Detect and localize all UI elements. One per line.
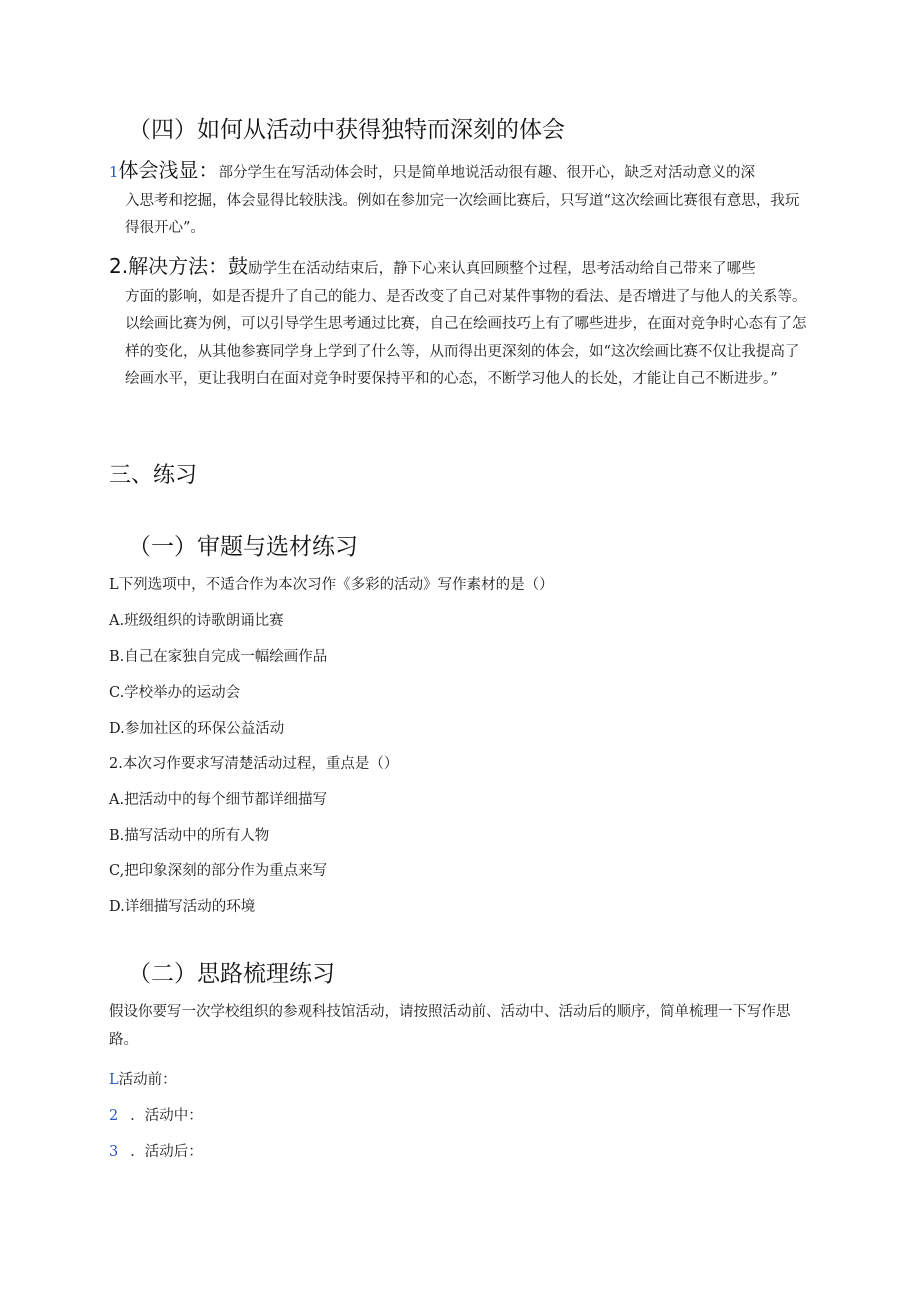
- step-after: [109, 1140, 203, 1161]
- step-during-label: ．活动中：: [130, 1108, 203, 1124]
- section4-heading: （四）如何从活动中获得独特而深刻的体会: [128, 117, 565, 143]
- practice1-heading: （一）审题与选材练习: [128, 534, 358, 560]
- item1-number: 1: [109, 163, 119, 181]
- item2-lead: 解决方法：鼓: [128, 254, 249, 278]
- step-after-number: 3: [109, 1144, 119, 1160]
- step-during: [109, 1104, 203, 1125]
- q2-option-a: A.把活动中的每个细节都详细描写: [109, 792, 328, 808]
- q1-option-d: D.参加社区的环保公益活动: [109, 721, 285, 737]
- item2-text-rest: 方面的影响，如是否提升了自己的能力、是否改变了自己对某件事物的看法、是否增进了与他人的关系等。以绘画比赛为例，可以引导学生思考通过比赛，自己在绘画技巧上有了哪些进步，在面对竞争时心态有了怎样的变化，从其他参赛同学身上学到了什么等，从而得出更深刻的体会，如“这次绘画比赛不仅让我提高了绘画水平，更让我明白在面对竞争时要保持平和的心态，不断学习他人的长处，才能让自己不断进步。”: [125, 288, 807, 387]
- q2-option-d: D.详细描写活动的环境: [109, 899, 256, 915]
- step-before-number: L: [109, 1072, 119, 1088]
- step-after-label: ．活动后：: [130, 1144, 203, 1160]
- step-before: [109, 1068, 177, 1089]
- q2-option-c: C,把印象深刻的部分作为重点来写: [109, 863, 328, 879]
- q2-option-b: B.描写活动中的所有人物: [109, 828, 270, 844]
- step-before-label: 活动前：: [118, 1072, 177, 1088]
- step-during-number: 2: [109, 1108, 119, 1124]
- section4-item2: [109, 253, 809, 394]
- section3-heading: 三、练习: [109, 463, 198, 488]
- item1-text-rest: 入思考和挖掘，体会显得比较肤浅。例如在参加完一次绘画比赛后，只写道“这次绘画比赛很有意思，我玩得很开心”。: [125, 192, 800, 236]
- section4-item1: [109, 157, 809, 243]
- item2-number: 2.: [109, 254, 129, 278]
- q1-option-a: A.班级组织的诗歌朗诵比赛: [109, 613, 284, 629]
- question-1: L下列选项中，不适合作为本次习作《多彩的活动》写作素材的是（）: [109, 577, 554, 593]
- q1-option-c: C.学校举办的运动会: [109, 685, 241, 701]
- item2-text-line1: 励学生在活动结束后，静下心来认真回顾整个过程，思考活动给自己带来了哪些: [248, 261, 756, 277]
- item1-text-line1: 部分学生在写活动体会时，只是简单地说活动很有趣、很开心，缺乏对活动意义的深: [218, 165, 756, 181]
- practice2-prompt: 假设你要写一次学校组织的参观科技馆活动，请按照活动前、活动中、活动后的顺序，简单梳理一下写作思路。: [109, 1004, 791, 1048]
- item1-lead: 体会浅显：: [118, 158, 219, 182]
- practice2-heading: （二）思路梳理练习: [128, 961, 335, 987]
- q1-option-b: B.自己在家独自完成一幅绘画作品: [109, 649, 328, 665]
- question-2: 2.本次习作要求写清楚活动过程，重点是（）: [109, 756, 399, 772]
